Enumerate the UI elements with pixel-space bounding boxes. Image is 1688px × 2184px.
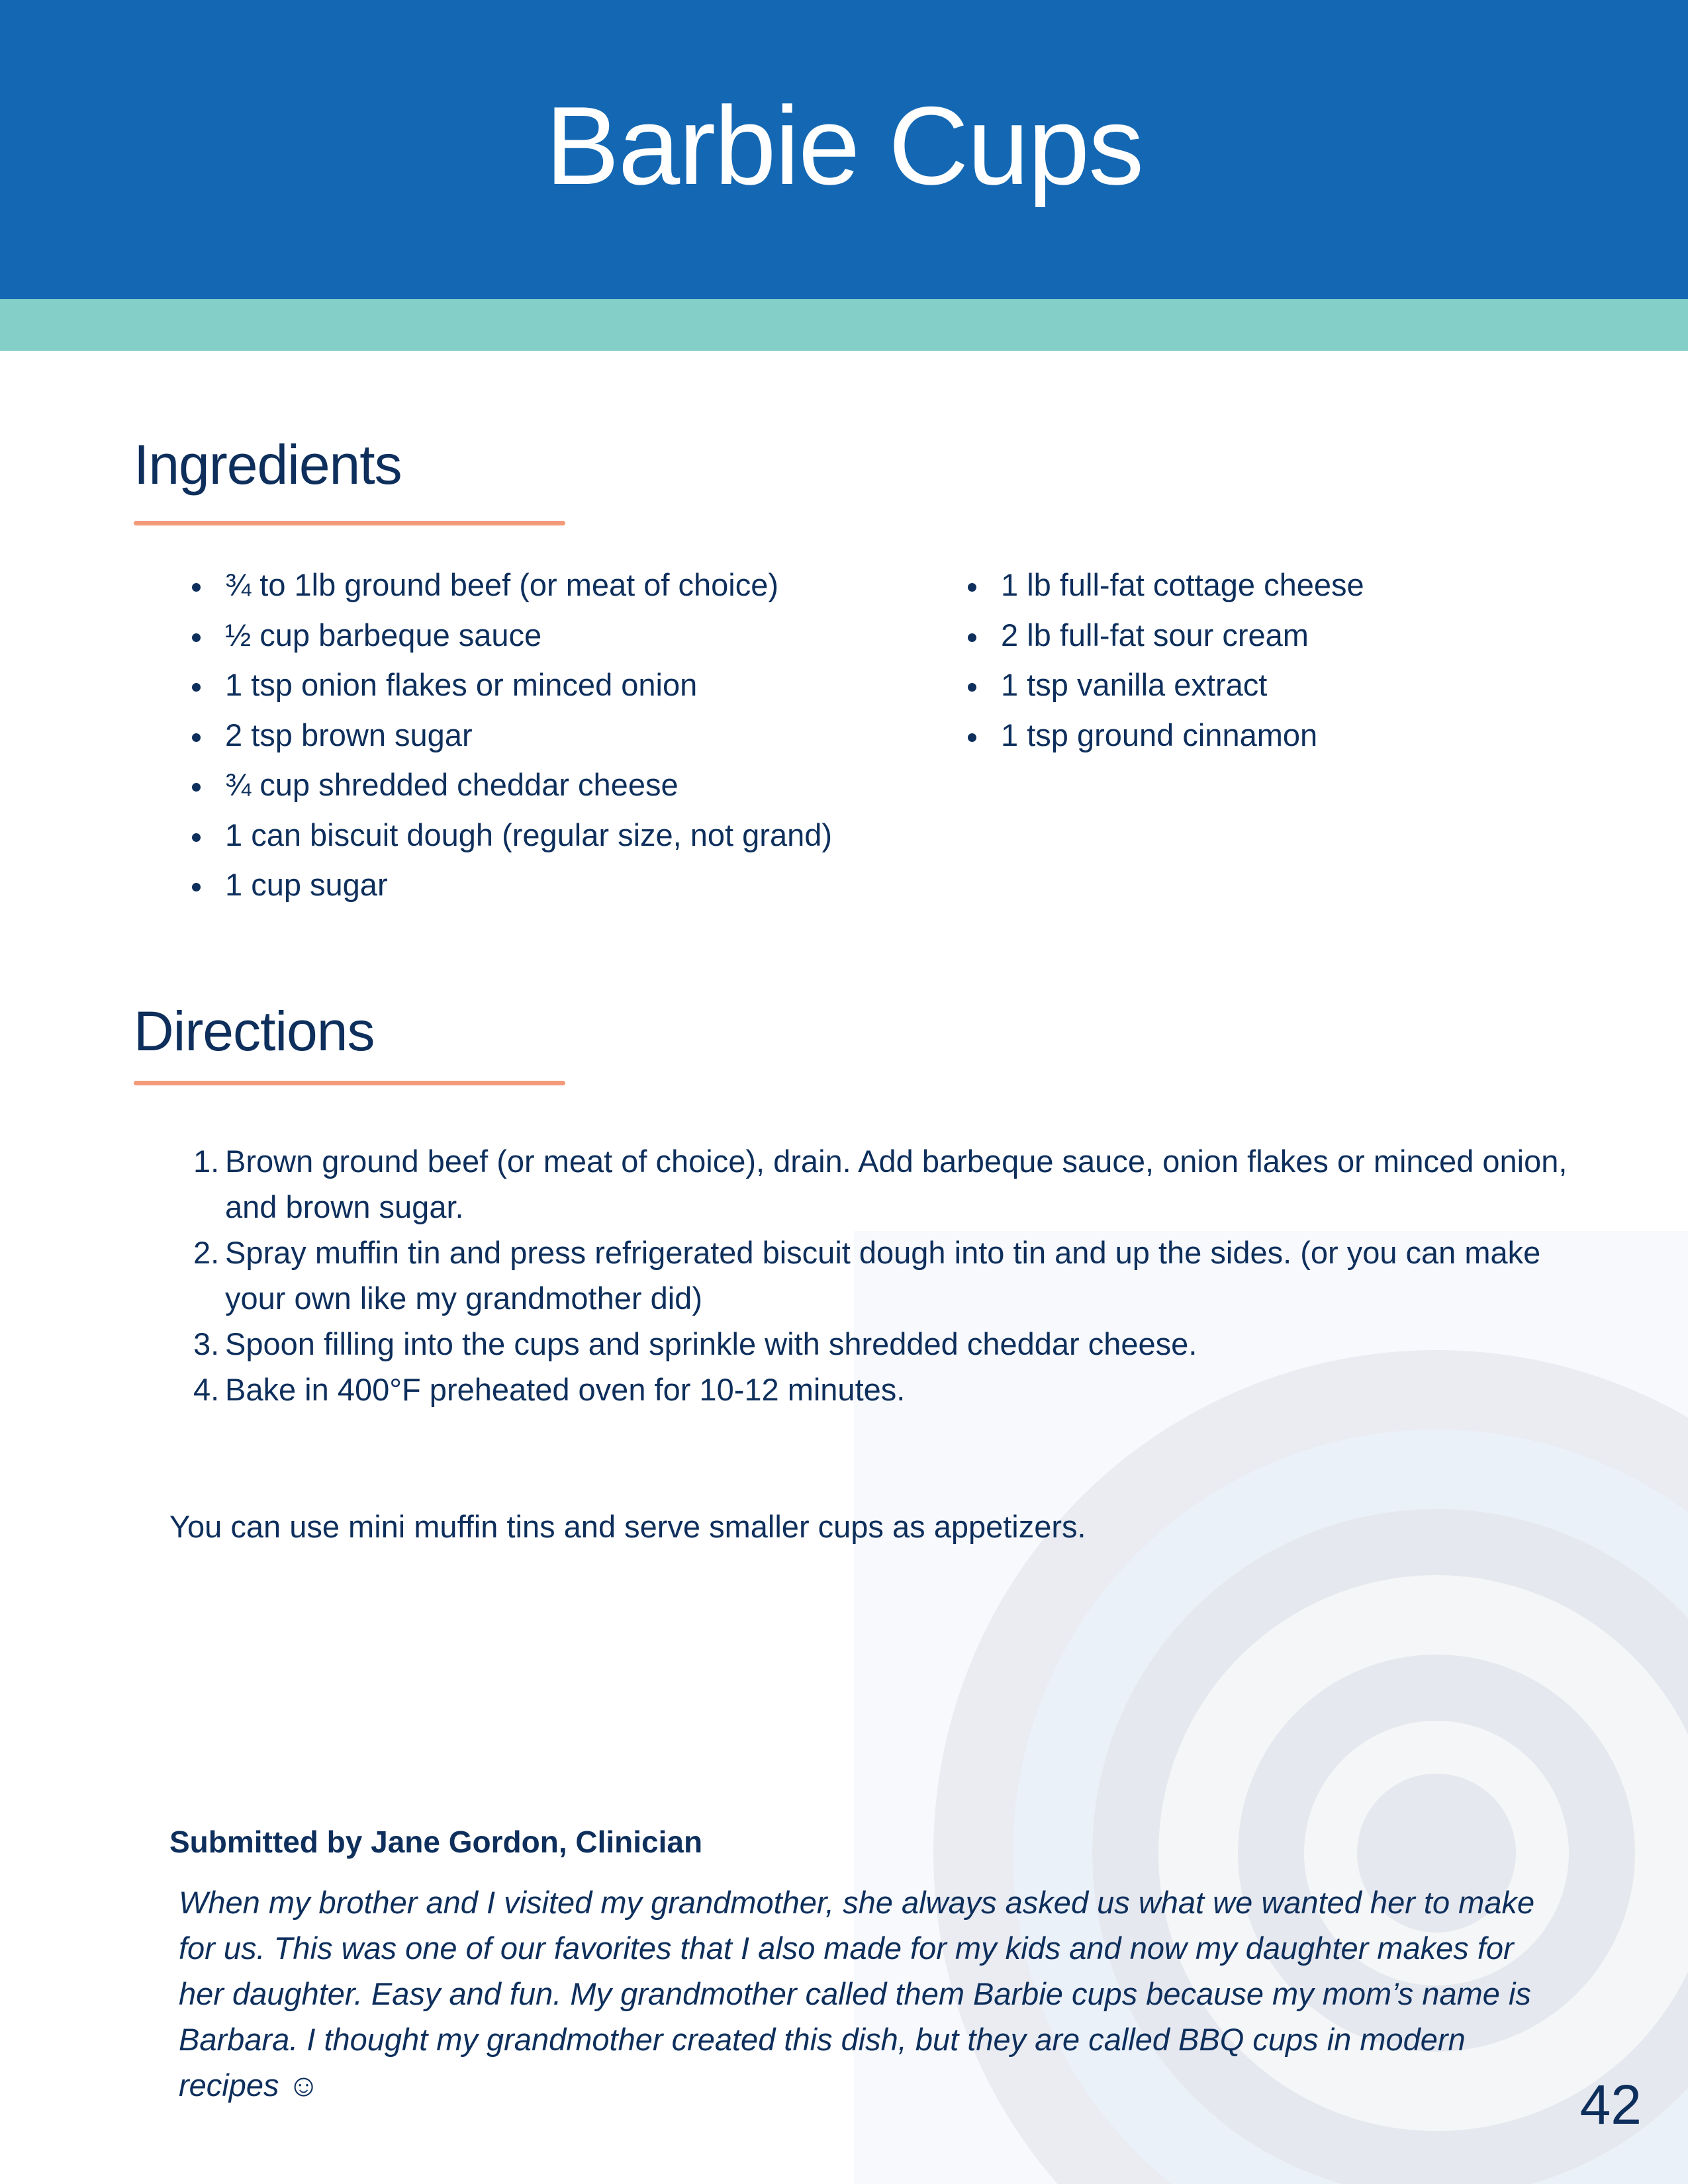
ingredient-item: 1 tsp onion flakes or minced onion bbox=[192, 660, 832, 710]
direction-step bbox=[193, 1321, 1570, 1367]
direction-step bbox=[193, 1367, 1570, 1412]
ingredients-heading: Ingredients bbox=[134, 433, 402, 496]
step-number: 4. bbox=[193, 1372, 220, 1407]
header-accent-stripe bbox=[0, 299, 1688, 351]
ingredients-heading-underline bbox=[134, 521, 565, 525]
step-text: Bake in 400°F preheated oven for 10-12 minutes. bbox=[225, 1372, 906, 1407]
ingredient-item: 1 tsp vanilla extract bbox=[968, 660, 1364, 710]
ingredient-item: ½ cup barbeque sauce bbox=[192, 610, 832, 660]
step-text: Spray muffin tin and press refrigerated biscuit dough into tin and up the sides. (or you can make your own like my grandmother did) bbox=[225, 1235, 1541, 1316]
directions-heading: Directions bbox=[134, 1000, 375, 1062]
ingredient-item: 1 lb full-fat cottage cheese bbox=[968, 560, 1364, 610]
direction-step bbox=[193, 1230, 1570, 1321]
ingredients-list-right bbox=[968, 560, 1364, 760]
step-number: 2. bbox=[193, 1235, 220, 1270]
ingredient-item: 2 tsp brown sugar bbox=[192, 710, 832, 760]
ingredient-item: 2 lb full-fat sour cream bbox=[968, 610, 1364, 660]
step-text: Spoon filling into the cups and sprinkle with shredded cheddar cheese. bbox=[225, 1326, 1197, 1361]
directions-heading-underline bbox=[134, 1081, 565, 1085]
step-number: 3. bbox=[193, 1326, 220, 1361]
ingredient-item: ¾ cup shredded cheddar cheese bbox=[192, 760, 832, 810]
page-number: 42 bbox=[1579, 2073, 1642, 2136]
submitted-by: Submitted by Jane Gordon, Clinician bbox=[169, 1825, 703, 1859]
ingredients-list-left bbox=[192, 560, 832, 910]
submitter-story: When my brother and I visited my grandmother, she always asked us what we wanted her to make for us. This was one of our favorites that I also made for my kids and now my daughter makes for her daughter. Easy and fun. My grandmother called them Barbie cups because my mom’s name is Barbara. I thought my grandmother created this dish, but they are called BBQ cups in modern recipes ☺ bbox=[179, 1885, 1535, 2103]
step-text: Brown ground beef (or meat of choice), drain. Add barbeque sauce, onion flakes or minced onion, and brown sugar. bbox=[225, 1144, 1568, 1224]
ingredient-item: 1 cup sugar bbox=[192, 860, 832, 910]
ingredient-item: 1 can biscuit dough (regular size, not grand) bbox=[192, 810, 832, 860]
step-number: 1. bbox=[193, 1144, 220, 1179]
directions-list bbox=[193, 1138, 1570, 1412]
recipe-tip: You can use mini muffin tins and serve smaller cups as appetizers. bbox=[169, 1509, 1086, 1544]
recipe-title: Barbie Cups bbox=[545, 83, 1143, 208]
ingredient-item: 1 tsp ground cinnamon bbox=[968, 710, 1364, 760]
ingredient-item: ¾ to 1lb ground beef (or meat of choice) bbox=[192, 560, 832, 610]
direction-step bbox=[193, 1138, 1570, 1230]
